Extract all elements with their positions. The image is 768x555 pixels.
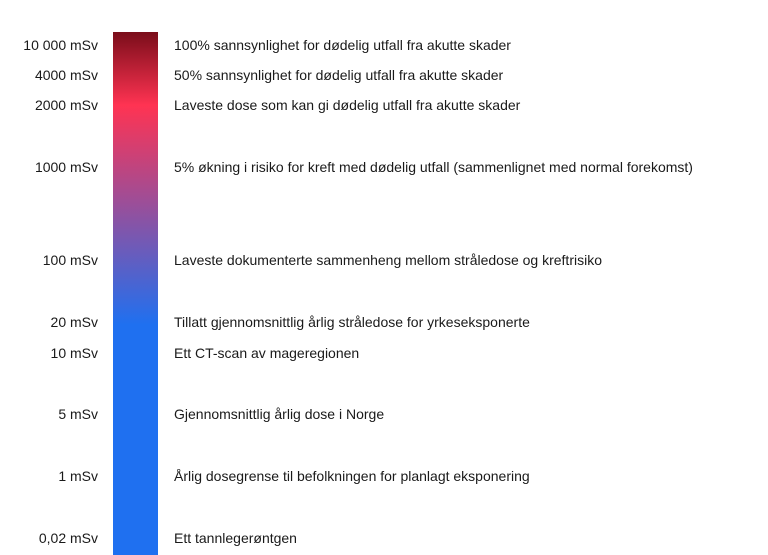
dose-description: 100% sannsynlighet for dødelig utfall fra akutte skader (174, 37, 511, 53)
dose-description: Laveste dose som kan gi dødelig utfall fra akutte skader (174, 97, 521, 113)
dose-value: 1 mSv (58, 468, 98, 484)
dose-level-row (0, 250, 768, 270)
dose-level-row (0, 157, 768, 177)
dose-level-row (0, 343, 768, 363)
dose-description: Årlig dosegrense til befolkningen for planlagt eksponering (174, 468, 530, 484)
dose-description: Gjennomsnittlig årlig dose i Norge (174, 406, 385, 422)
dose-value: 2000 mSv (34, 97, 98, 113)
dose-level-row (0, 65, 768, 85)
dose-level-row (0, 466, 768, 486)
dose-value: 4000 mSv (34, 67, 98, 83)
dose-level-row (0, 528, 768, 548)
dose-value: 10 mSv (50, 345, 98, 361)
dose-level-row (0, 35, 768, 55)
dose-value: 10 000 mSv (23, 37, 98, 53)
dose-level-row (0, 95, 768, 115)
dose-description: 5% økning i risiko for kreft med dødelig utfall (sammenlignet med normal forekomst) (174, 159, 693, 175)
dose-description: Tillatt gjennomsnittlig årlig stråledose for yrkeseksponerte (174, 314, 530, 330)
dose-description: 50% sannsynlighet for dødelig utfall fra akutte skader (174, 67, 504, 83)
dose-level-row (0, 404, 768, 424)
dose-value: 20 mSv (50, 314, 98, 330)
dose-description: Laveste dokumenterte sammenheng mellom stråledose og kreftrisiko (174, 252, 602, 268)
dose-value: 100 mSv (42, 252, 98, 268)
dose-description: Ett CT-scan av mageregionen (174, 345, 360, 361)
dose-value: 5 mSv (58, 406, 98, 422)
dose-description: Ett tannlegerøntgen (174, 530, 297, 546)
dose-level-row (0, 312, 768, 332)
dose-value: 1000 mSv (34, 159, 98, 175)
dose-value: 0,02 mSv (38, 530, 98, 546)
